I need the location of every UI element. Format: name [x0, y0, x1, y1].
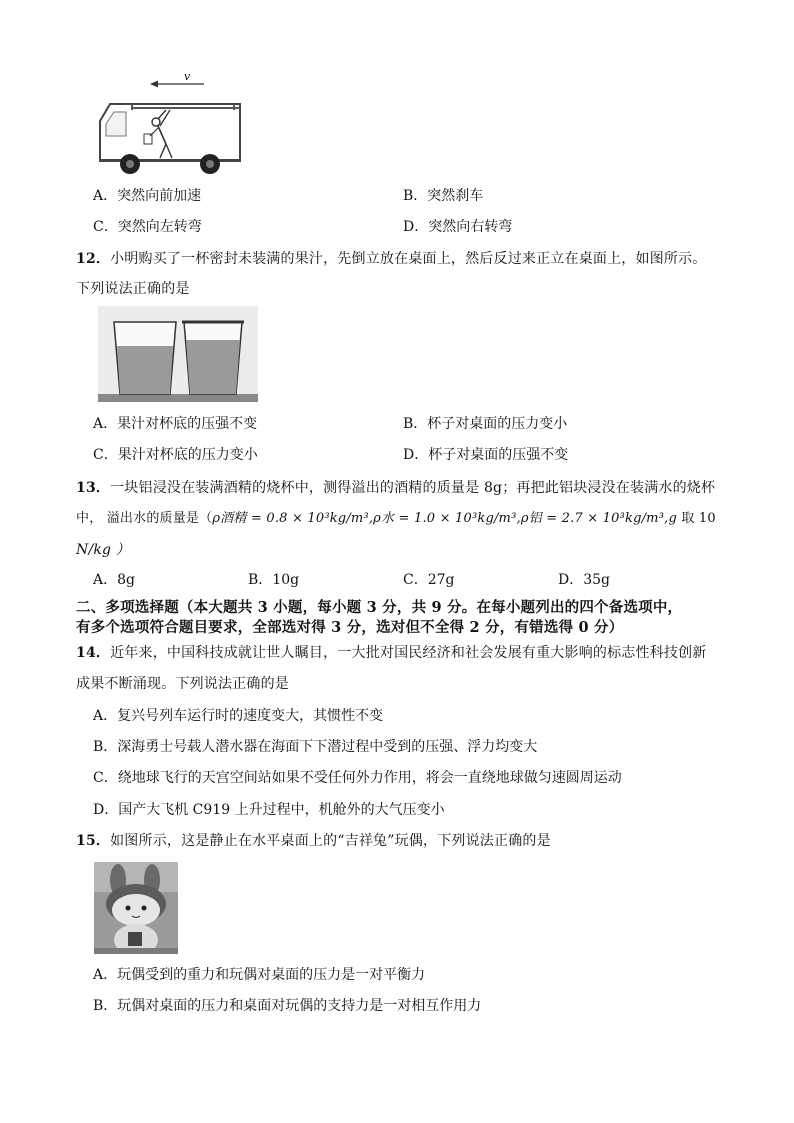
- q13-stem-line1: 13．一块铝浸没在装满酒精的烧杯中，测得溢出的酒精的质量是 8g；再把此铝块浸没在装满水的烧杯: [76, 480, 716, 496]
- q14-option-d: D．国产大飞机 C919 上升过程中，机舱外的大气压变小: [93, 802, 445, 818]
- q11-option-c: C．突然向左转弯: [93, 219, 202, 235]
- q12-stem-line2: 下列说法正确的是: [76, 281, 190, 297]
- q14-option-a: A．复兴号列车运行时的速度变大，其惯性不变: [93, 708, 384, 724]
- q14-stem-line1: 14．近年来，中国科技成就让世人瞩目，一大批对国民经济和社会发展有重大影响的标志性科技创新: [76, 645, 707, 661]
- q14-option-b: B．深海勇士号载人潜水器在海面下下潜过程中受到的压强、浮力均变大: [93, 739, 538, 755]
- q12-option-b: B．杯子对桌面的压力变小: [403, 416, 568, 432]
- q12-option-c: C．果汁对杯底的压力变小: [93, 447, 258, 463]
- juice-cups-figure: [98, 306, 258, 402]
- q15-option-a: A．玩偶受到的重力和玩偶对桌面的压力是一对平衡力: [93, 967, 426, 983]
- q14-option-c: C．绕地球飞行的天宫空间站如果不受任何外力作用，将会一直绕地球做匀速圆周运动: [93, 770, 622, 786]
- q14-stem-line2: 成果不断涌现。下列说法正确的是: [76, 676, 289, 692]
- rabbit-doll-photo: [94, 862, 178, 954]
- velocity-label: v: [184, 70, 191, 83]
- bus-figure: [92, 66, 247, 178]
- q13-option-b: B．10g: [248, 572, 300, 588]
- q15-stem-line1: 15．如图所示，这是静止在水平桌面上的“吉祥兔”玩偶，下列说法正确的是: [76, 833, 551, 849]
- q11-option-a: A．突然向前加速: [93, 188, 202, 204]
- section2-heading-line1: 二、多项选择题（本大题共 3 小题，每小题 3 分，共 9 分。在每小题列出的四个备选项中，: [76, 599, 683, 616]
- q13-option-c: C．27g: [403, 572, 455, 588]
- q13-option-a: A．8g: [93, 572, 135, 588]
- q12-option-d: D．杯子对桌面的压强不变: [403, 447, 569, 463]
- q11-option-b: B．突然刹车: [403, 188, 484, 204]
- q13-stem-line2: 中， 溢出水的质量是（ρ酒精 = 0.8 × 10³kg/m³,ρ水 = 1.0 × 10³kg/m³,ρ铝 = 2.7 × 10³kg/m³,g 取 10: [76, 511, 716, 526]
- q13-option-d: D．35g: [558, 572, 611, 588]
- q12-stem-line1: 12．小明购买了一杯密封未装满的果汁，先倒立放在桌面上，然后反过来正立在桌面上，如图所示。: [76, 251, 707, 267]
- q13-stem-line3: N/kg ）: [76, 542, 131, 558]
- q11-option-d: D．突然向右转弯: [403, 219, 513, 235]
- q15-option-b: B．玩偶对桌面的压力和桌面对玩偶的支持力是一对相互作用力: [93, 998, 482, 1014]
- section2-heading-line2: 有多个选项符合题目要求，全部选对得 3 分，选对但不全得 2 分，有错选得 0 分）: [76, 619, 624, 636]
- q12-option-a: A．果汁对杯底的压强不变: [93, 416, 258, 432]
